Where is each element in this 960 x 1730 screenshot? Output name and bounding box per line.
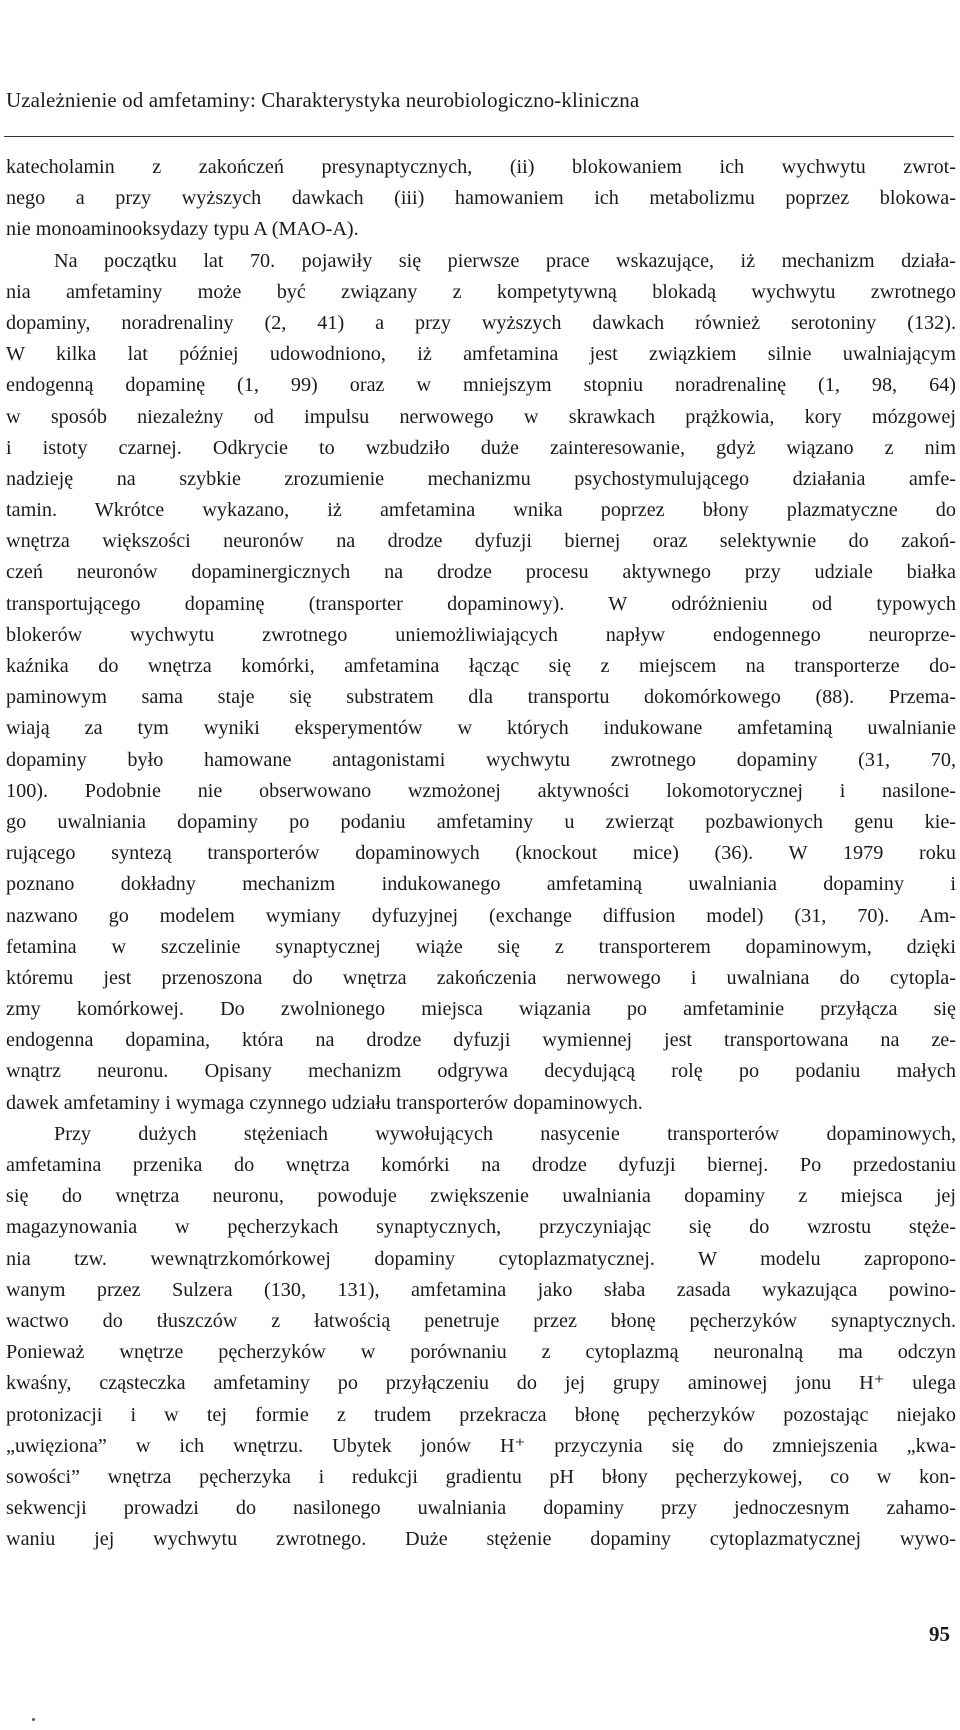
text-line: Na początku lat 70. pojawiły się pierwsze prace wskazujące, iż mechanizm działa- <box>54 249 956 272</box>
text-line: Ponieważ wnętrze pęcherzyków w porównaniu z cytoplazmą neuronalną ma odczyn <box>6 1341 956 1364</box>
text-line: rującego syntezą transporterów dopaminowych (knockout mice) (36). W 1979 roku <box>6 842 956 865</box>
text-line: Przy dużych stężeniach wywołujących nasycenie transporterów dopaminowych, <box>54 1122 956 1145</box>
text-line: transportującego dopaminę (transporter dopaminowy). W odróżnieniu od typowych <box>6 592 956 615</box>
page-number: 95 <box>929 1622 950 1646</box>
text-line: zmy komórkowej. Do zwolnionego miejsca wiązania po amfetaminie przyłącza się <box>6 998 956 1021</box>
body-text <box>6 152 956 1555</box>
text-line: paminowym sama staje się substratem dla transportu dokomórkowego (88). Przema- <box>6 686 956 709</box>
text-line: nia amfetaminy może być związany z kompetytywną blokadą wychwytu zwrotnego <box>6 280 956 303</box>
text-line: sekwencji prowadzi do nasilonego uwalniania dopaminy przy jednoczesnym zahamo- <box>6 1497 956 1520</box>
text-line: czeń neuronów dopaminergicznych na drodze procesu aktywnego przy udziale białka <box>6 561 956 584</box>
text-line: sowości” wnętrza pęcherzyka i redukcji gradientu pH błony pęcherzykowej, co w kon- <box>6 1465 956 1488</box>
text-line: protonizacji i w tej formie z trudem przekracza błonę pęcherzyków pozostając niejako <box>6 1403 956 1426</box>
text-line: „uwięziona” w ich wnętrzu. Ubytek jonów H⁺ przyczynia się do zmniejszenia „kwa- <box>6 1434 956 1457</box>
text-line: dawek amfetaminy i wymaga czynnego udziału transporterów dopaminowych. <box>6 1091 643 1114</box>
text-line: i istoty czarnej. Odkrycie to wzbudziło duże zainteresowanie, gdyż wiązano z nim <box>6 436 956 459</box>
scan-speck <box>32 1718 35 1721</box>
text-line: się do wnętrza neuronu, powoduje zwiększenie uwalniania dopaminy z miejsca jej <box>6 1185 956 1208</box>
text-line: endogenna dopamina, która na drodze dyfuzji wymiennej jest transportowana na ze- <box>6 1029 956 1052</box>
running-header: Uzależnienie od amfetaminy: Charakterystyka neurobiologiczno-kliniczna <box>6 88 640 112</box>
text-line: waniu jej wychwytu zwrotnego. Duże stężenie dopaminy cytoplazmatycznej wywo- <box>6 1528 956 1551</box>
text-line: w sposób niezależny od impulsu nerwowego w skrawkach prążkowia, kory mózgowej <box>6 405 956 428</box>
text-line: 100). Podobnie nie obserwowano wzmożonej aktywności lokomotorycznej i nasilone- <box>6 779 956 802</box>
text-line: poznano dokładny mechanizm indukowanego amfetaminą uwalniania dopaminy i <box>6 873 956 896</box>
text-line: kwaśny, cząsteczka amfetaminy po przyłączeniu do jej grupy aminowej jonu H⁺ ulega <box>6 1372 956 1395</box>
text-line: wnątrz neuronu. Opisany mechanizm odgrywa decydującą rolę po podaniu małych <box>6 1060 956 1083</box>
text-line: dopaminy było hamowane antagonistami wychwytu zwrotnego dopaminy (31, 70, <box>6 748 956 771</box>
text-line: któremu jest przenoszona do wnętrza zakończenia nerwowego i uwalniana do cytopla- <box>6 966 956 989</box>
text-line: magazynowania w pęcherzykach synaptycznych, przyczyniając się do wzrostu stęże- <box>6 1216 956 1239</box>
text-line: nazwano go modelem wymiany dyfuzyjnej (exchange diffusion model) (31, 70). Am- <box>6 904 956 927</box>
text-line: wactwo do tłuszczów z łatwością penetruje przez błonę pęcherzyków synaptycznych. <box>6 1309 956 1332</box>
text-line: go uwalniania dopaminy po podaniu amfetaminy u zwierząt pozbawionych genu kie- <box>6 810 956 833</box>
text-line: amfetamina przenika do wnętrza komórki na drodze dyfuzji biernej. Po przedostaniu <box>6 1154 956 1176</box>
text-line: endogenną dopaminę (1, 99) oraz w mniejszym stopniu noradrenalinę (1, 98, 64) <box>6 374 956 397</box>
header-rule <box>4 136 954 137</box>
text-line: fetamina w szczelinie synaptycznej wiąże się z transporterem dopaminowym, dzięki <box>6 935 956 958</box>
text-line: W kilka lat później udowodniono, iż amfetamina jest związkiem silnie uwalniającym <box>6 343 956 366</box>
text-line: blokerów wychwytu zwrotnego uniemożliwiających napływ endogennego neuroprze- <box>6 623 956 646</box>
text-line: kaźnika do wnętrza komórki, amfetamina łącząc się z miejscem na transporterze do- <box>6 655 956 677</box>
text-line: nie monoaminooksydazy typu A (MAO-A). <box>6 218 359 241</box>
text-line: tamin. Wkrótce wykazano, iż amfetamina wnika poprzez błony plazmatyczne do <box>6 499 956 522</box>
text-line: wanym przez Sulzera (130, 131), amfetamina jako słaba zasada wykazująca powino- <box>6 1278 956 1301</box>
text-line: wnętrza większości neuronów na drodze dyfuzji biernej oraz selektywnie do zakoń- <box>6 530 956 553</box>
text-line: nego a przy wyższych dawkach (iii) hamowaniem ich metabolizmu poprzez blokowa- <box>6 187 956 210</box>
text-line: wiają za tym wyniki eksperymentów w których indukowane amfetaminą uwalnianie <box>6 717 956 740</box>
text-line: dopaminy, noradrenaliny (2, 41) a przy wyższych dawkach również serotoniny (132). <box>6 311 956 334</box>
text-line: katecholamin z zakończeń presynaptycznych, (ii) blokowaniem ich wychwytu zwrot- <box>6 156 956 178</box>
text-line: nia tzw. wewnątrzkomórkowej dopaminy cytoplazmatycznej. W modelu zapropono- <box>6 1247 956 1270</box>
text-line: nadzieję na szybkie zrozumienie mechanizmu psychostymulującego działania amfe- <box>6 467 956 490</box>
